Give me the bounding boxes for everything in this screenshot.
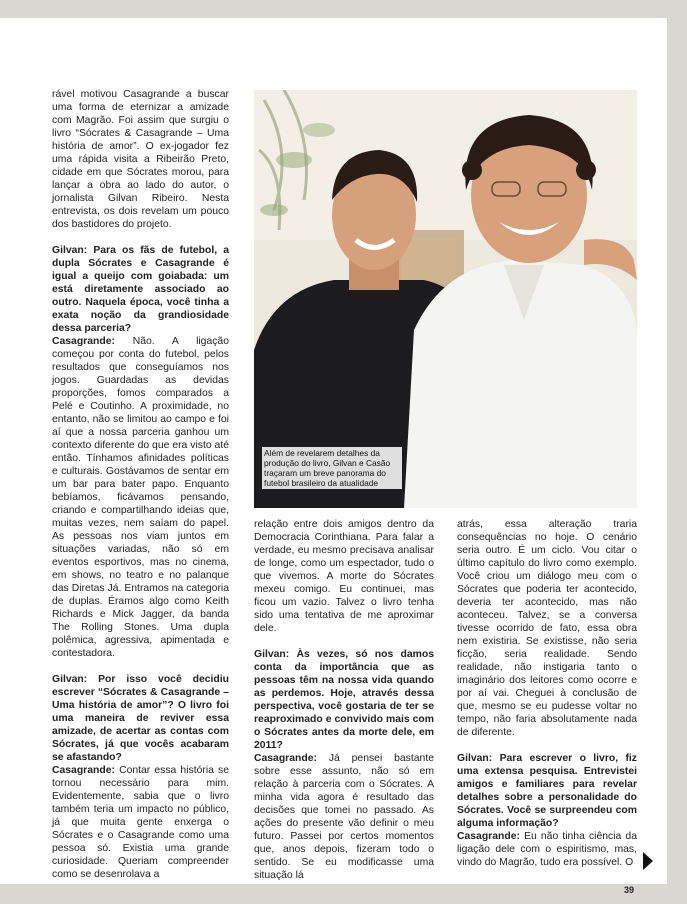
answer-3 [254,752,434,882]
magazine-page [0,18,667,895]
answer-1 [52,335,229,660]
continue-arrow-icon [643,852,653,870]
speaker-label: Casagrande: [457,831,520,842]
photo-caption: Além de revelarem detalhes da produção do livro, Gilvan e Casão traçaram um breve panorama do futebol brasileiro da atualidade [262,447,402,489]
text-column-2 [254,518,434,882]
answer-text: Eu não tinha ciência da ligação dele com o espiritismo, mas, vindo do Magrão, tudo era possível. O [457,831,637,868]
question-4: Gilvan: Para escrever o livro, fiz uma extensa pesquisa. Entrevistei amigos e familiares para revelar detalhes sobre a personalidade do Sócrates. Você se surpreendeu com alguma informação? [457,753,637,829]
speaker-label: Casagrande: [52,336,115,347]
text-column-1 [52,88,229,881]
page-number: 39 [624,885,635,895]
intro-paragraph: rável motivou Casagrande a buscar uma forma de eternizar a amizade com Magrão. Foi assim que surgiu o livro “Sócrates & Casagrande – Uma história de amor”. O ex-jogador fez uma rápida visita a Ribeirão Preto, cidade em que Sócrates morou, para lançar a obra ao lado do autor, o jornalista Gilvan Ribeiro. Nesta entrevista, os dois revelam um pouco dos bastidores do projeto. [52,89,229,230]
answer-4 [457,830,637,869]
continuation-paragraph: atrás, essa alteração traria consequências no hoje. O cenário seria outro. É um ciclo. Vou citar o último capítulo do livro como exemplo. Você criou um diálogo meu com o Sócrates que poderia ter acontecido, deveria ter acontecido, mas não aconteceu. Talvez, se a conversa tivesse ocorrido de fato, essa obra nem existiria. Se existisse, não seria ficção, seria realidade. Sendo realidade, não instigaria tanto o imaginário dos leitores como ocorre e por aí vai. Cheguei à conclusão de que, mesmo se eu pudesse voltar no tempo, não faria absolutamente nada de diferente. [457,519,637,738]
question-2: Gilvan: Por isso você decidiu escrever “Sócrates & Casagrande – Uma história de amor”? O livro foi uma maneira de reviver essa amizade, de acertar as contas com Sócrates, já que vocês acabaram se afastando? [52,674,229,763]
question-3: Gilvan: Às vezes, só nos damos conta da importância que as pessoas têm na nossa vida quando as perdemos. Hoje, através dessa perspectiva, você gostaria de ter se reaproximado e convivido mais com o Sócrates antes da morte dele, em 2011? [254,649,434,751]
speaker-label: Casagrande: [254,753,317,764]
answer-text: Já pensei bastante sobre esse assunto, não só em relação à parceria com o Sócrates. A minha vida agora é resultado das decisões que tomei no passado. As ações do presente vão definir o meu futuro. Passei por certos momentos que, anos depois, fizeram todo o sentido. Se eu modificasse uma situação lá [254,753,434,881]
interview-photo [254,90,637,508]
speaker-label: Casagrande: [52,765,115,776]
continuation-paragraph: relação entre dois amigos dentro da Democracia Corinthiana. Para falar a verdade, eu mesmo precisava analisar de longe, como um espectador, tudo o que vivemos. A morte do Sócrates mexeu comigo. Eu continuei, mas ficou um vazio. Talvez o livro tenha sido uma tentativa de me aproximar dele. [254,519,434,634]
text-column-3 [457,518,637,869]
answer-text: Não. A ligação começou por conta do futebol, pelos resultados que conseguíamos nos jogos. Guardadas as devidas proporções, fomos comparados a Pelé e Coutinho. A proximidade, no entanto, não se limitou ao campo e foi aí que a nossa parceria ganhou um contexto diferente do que era visto até então. Tínhamos afinidades políticas e culturais. Gostávamos de sentar em um bar para bater papo. Enquanto bebíamos, ficávamos pensando, criando e compartilhando ideias que, muitas vezes, nem saíam do papel. As pessoas nos viam juntos em situações variadas, não só em eventos esportivos, mas no cinema, em shows, no teatro e no palanque das Diretas Já. Entramos na categoria de duplas. Éramos algo como Keith Richards e Mick Jagger, da banda The Rolling Stones. Uma dupla polêmica, agressiva, apimentada e contestadora. [52,336,229,659]
photo-illustration [254,90,637,508]
answer-text: Contar essa história se tornou necessário para mim. Evidentemente, sabia que o livro também teria um impacto no público, já que muita gente enxerga o Sócrates e o Casagrande como uma pessoa só. Existia uma grande curiosidade. Queriam compreender como se desenrolava a [52,765,229,880]
answer-2 [52,764,229,881]
question-1: Gilvan: Para os fãs de futebol, a dupla Sócrates e Casagrande é igual a queijo com goiabada: um está diretamente associado ao outro. Naquela época, você tinha a exata noção da grandiosidade dessa parceria? [52,245,229,334]
